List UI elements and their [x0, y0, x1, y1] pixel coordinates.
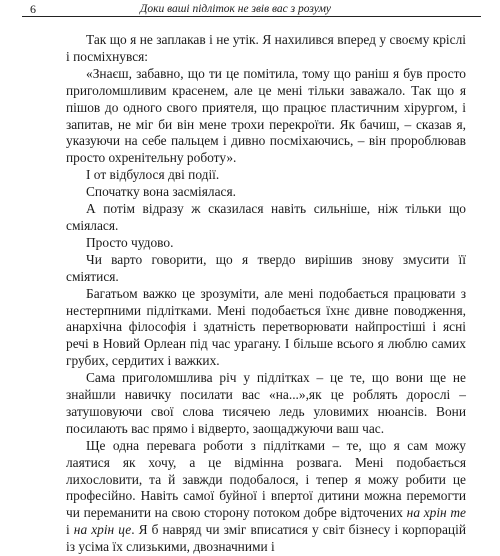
italic-phrase: на хрін це [73, 522, 132, 538]
body-text [66, 32, 466, 556]
paragraph: Так що я не заплакав і не утік. Я нахилився вперед у своєму кріслі і посміхнувся: [66, 32, 466, 64]
running-header [22, 2, 481, 17]
paragraph-text: . Я б навряд чи зміг вписатися у світ бізнесу і корпорацій із усіма їх слизькими, двозначними і [66, 522, 466, 555]
paragraph: Просто чудово. [86, 234, 174, 250]
paragraph-text: Ще одна перевага роботи з підлітками – те, що я сам можу лаятися як хочу, а це відмінна розвага. Мені подобається лихословити, та й завжди подобалося, і тепер я можу робити це професійно. Навіть самої буйної і впертої дитини можна перемогти чи переманити на свою сторону потоком добре відточених [66, 437, 466, 521]
paragraph: А потім відразу ж сказилася навіть сильніше, ніж тільки що сміялася. [66, 201, 466, 233]
italic-phrase: на хрін те [406, 505, 466, 521]
paragraph: І от відбулося дві події. [86, 167, 220, 183]
paragraph [66, 438, 466, 556]
paragraph: Сама приголомшлива річ у підлітках – це те, що вони ще не знайшли навичку посилати вас «на...»,як це роблять дорослі – затушовуючи свої слова тисячею ледь уловимих нюансів. Вони посилають вас прямо і відверто, заощаджуючи ваш час. [66, 370, 466, 436]
paragraph-text: і [66, 522, 70, 538]
page-number: 6 [30, 2, 36, 16]
running-title: Доки ваші підліток не звів вас з розуму [140, 3, 332, 15]
paragraph: Спочатку вона засміялася. [86, 184, 236, 200]
paragraph: Чи варто говорити, що я твердо вирішив знову змусити її сміятися. [66, 251, 466, 284]
paragraph: «Знаєш, забавно, що ти це помітила, тому що раніш я був просто приголомшливим красенем, але це мені тільки заважало. Так що я пішов до одного свого приятеля, що працює пластичним хірургом, і запитав, не міг би він мене трохи перекроїти. Як бачиш, – сказав я, указуючи на себе пальцем і дивно посміхаючись, – він пророблював просто охренітельну роботу». [66, 65, 466, 166]
paragraph: Багатьом важко це зрозуміти, але мені подобається працювати з нестерпними підлітками. Мені подобається їхнє дивне поводження, анархічна філософія і здатність перетворювати найпростіші і ясні речі в Новий Орлеан під час урагану. І більше всього я люблю самих грубих, сердитих і важких. [66, 285, 466, 369]
